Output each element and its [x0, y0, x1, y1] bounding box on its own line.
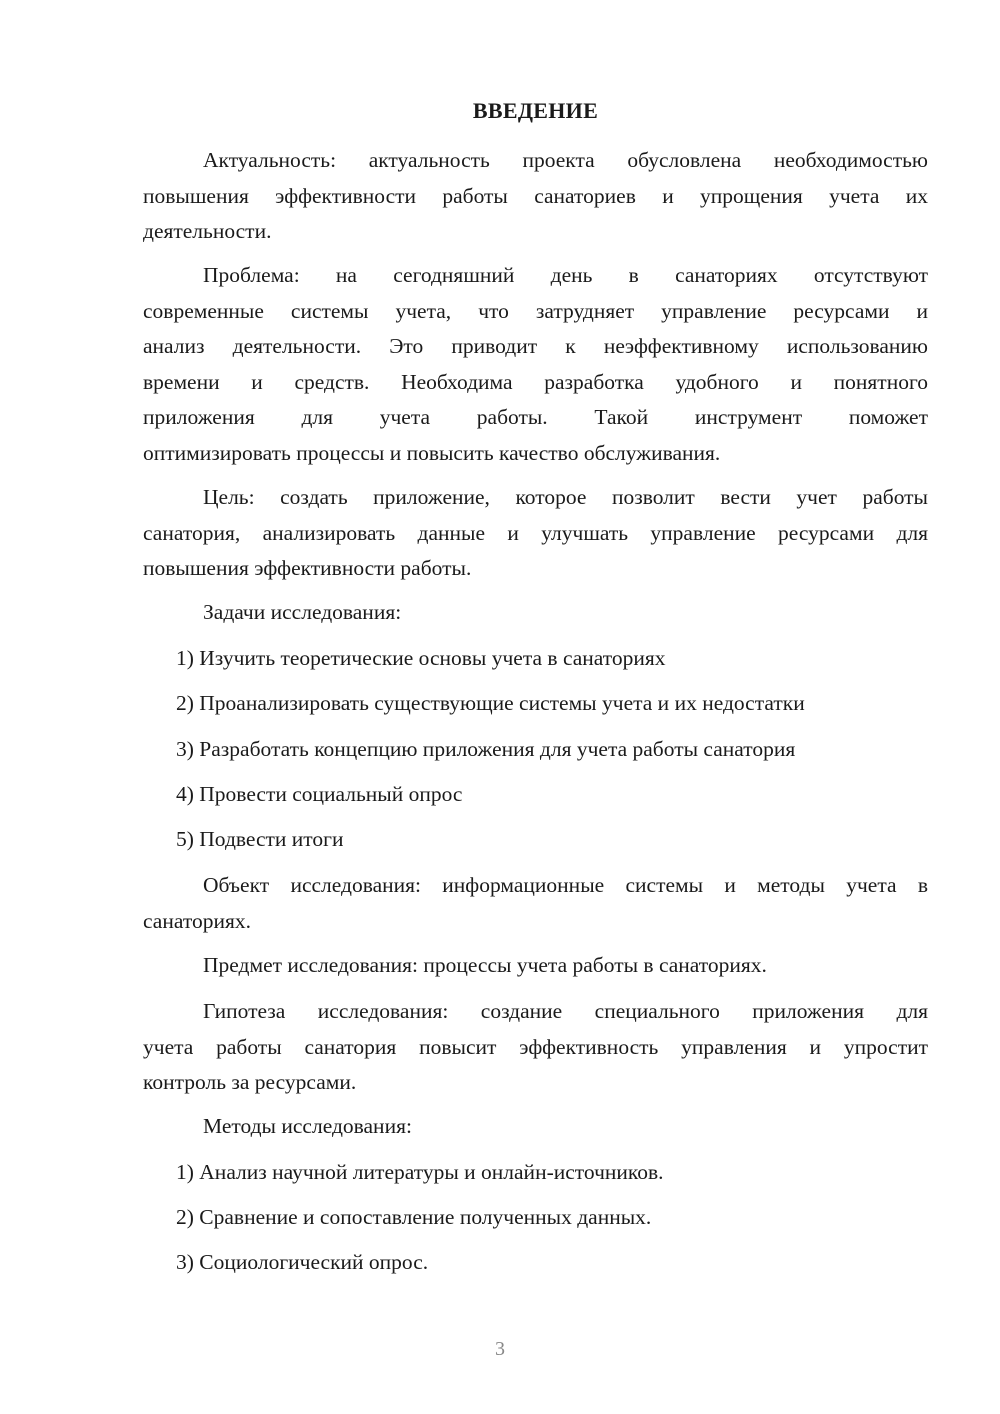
paragraph-line: Проблема: на сегодняшний день в санаториях отсутствуют — [203, 263, 928, 287]
list-item: 5) Подвести итоги — [176, 827, 344, 851]
list-item: 3) Разработать концепцию приложения для учета работы санатория — [176, 737, 796, 761]
list-item: 1) Анализ научной литературы и онлайн-источников. — [176, 1160, 664, 1184]
paragraph-line: оптимизировать процессы и повысить качество обслуживания. — [143, 440, 721, 465]
paragraph-line: санаториях. — [143, 908, 251, 933]
paragraph-line: современные системы учета, что затрудняет управление ресурсами и — [143, 298, 928, 323]
paragraph-line: анализ деятельности. Это приводит к неэффективному использованию — [143, 334, 928, 358]
paragraph-line: санатория, анализировать данные и улучшать управление ресурсами для — [143, 520, 928, 545]
list-item: 3) Социологический опрос. — [176, 1250, 429, 1274]
subject-paragraph — [143, 948, 928, 984]
page-number: 3 — [495, 1338, 505, 1360]
goal-paragraph — [143, 480, 928, 587]
relevance-paragraph — [143, 143, 928, 250]
paragraph-line: Актуальность: актуальность проекта обусловлена необходимостью — [203, 148, 928, 172]
list-item: 2) Проанализировать существующие системы учета и их недостатки — [176, 691, 805, 715]
methods-heading — [143, 1109, 928, 1145]
object-paragraph — [143, 868, 928, 939]
paragraph-line: Задачи исследования: — [203, 600, 402, 624]
paragraph-line: повышения эффективности работы. — [143, 556, 472, 580]
list-item: 4) Провести социальный опрос — [176, 782, 463, 806]
paragraph-line: повышения эффективности работы санаториев и упрощения учета их — [143, 183, 928, 208]
paragraph-line: Цель: создать приложение, которое позволит вести учет работы — [203, 485, 928, 509]
paragraph-line: контроль за ресурсами. — [143, 1070, 357, 1094]
problem-paragraph — [143, 258, 928, 471]
section-title: ВВЕДЕНИЕ — [472, 98, 599, 123]
paragraph-line: учета работы санатория повысит эффективность управления и упростит — [143, 1034, 928, 1059]
paragraph-line: Объект исследования: информационные системы и методы учета в — [203, 873, 928, 897]
paragraph-line: деятельности. — [143, 219, 272, 243]
list-item: 1) Изучить теоретические основы учета в санаториях — [176, 646, 666, 670]
hypothesis-paragraph — [143, 994, 928, 1101]
list-item: 2) Сравнение и сопоставление полученных данных. — [176, 1205, 652, 1229]
paragraph-line: Предмет исследования: процессы учета работы в санаториях. — [203, 953, 767, 977]
tasks-heading — [143, 595, 928, 631]
paragraph-line: времени и средств. Необходима разработка удобного и понятного — [143, 369, 928, 394]
paragraph-line: Гипотеза исследования: создание специального приложения для — [203, 999, 928, 1023]
paragraph-line: приложения для учета работы. Такой инструмент поможет — [143, 405, 928, 429]
paragraph-line: Методы исследования: — [203, 1114, 412, 1138]
